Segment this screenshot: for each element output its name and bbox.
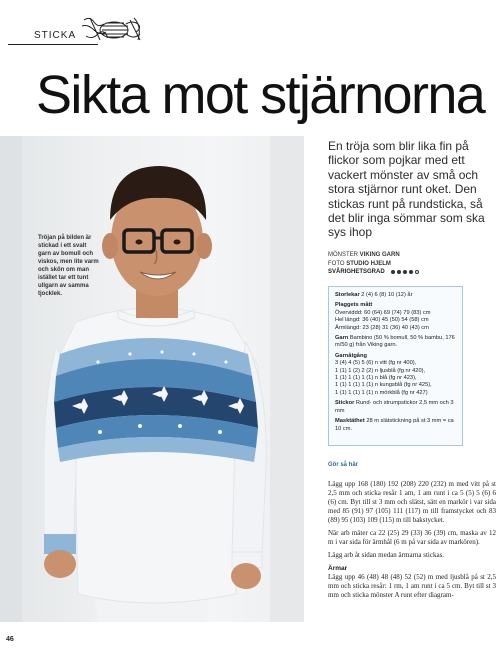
difficulty-dot-filled (397, 270, 402, 275)
pattern-credit-label: MÖNSTER (328, 252, 358, 258)
difficulty-label: SVÅRIGHETSGRAD (328, 269, 385, 275)
yarn-amount-line: 1 (1) 1 (1) 1 (1) n kungsblå (fg nr 425), (335, 382, 432, 389)
hero-photo (0, 136, 304, 622)
gauge-value: 28 m slätstickning på st 3 mm = ca 10 cm. (335, 418, 454, 432)
sizes-value: 2 (4) 6 (8) 10 (12) år (361, 292, 413, 298)
yarn-amount-line: 1 (1) 1 (2) 2 (2) n ljusblå (fg nr 420), (335, 367, 426, 374)
article-title: Sikta mot stjärnorna (36, 65, 485, 125)
yarn-amount-heading: Garnåtgång (335, 352, 367, 359)
sleeves-heading: Ärmar (328, 565, 348, 572)
pattern-credit-value: VIKING GARN (359, 252, 400, 258)
yarn-amount-line: 1 (1) 1 (1) 1 (1) n mörkblå (fg nr 427) (335, 389, 428, 396)
photo-credit-label: FOTO (328, 261, 345, 267)
yarn-skein-icon (80, 14, 144, 44)
yarn-label: Garn (335, 335, 349, 342)
sleeves-paragraph: Lägg upp 46 (48) 48 (48) 52 (52) m med ljusblå på st 2,5 mm och sticka resår: 1 rm, 1 am runt i ca 5 cm. Byt till st 3 mm och sticka mönster A runt efter diagram- (328, 573, 496, 599)
difficulty-dot-empty (415, 270, 420, 275)
credits (328, 251, 494, 269)
page-number: 46 (6, 636, 14, 643)
sizes-label: Storlekar (335, 292, 360, 298)
difficulty-dot-filled (409, 270, 414, 275)
needles-value: Rund- och strumpstickor 2,5 mm och 3 mm (335, 400, 454, 414)
instructions-heading: Gör så här (328, 462, 359, 468)
article-intro: En tröja som blir lika fin på flickor som pojkar med ett vackert mönster av små och stora stjärnor runt oket. Den stickas runt på rundsticka, så det blir inga sömmar som ska sys ihop (328, 139, 485, 240)
yarn-value: Bambino (50 % bomull, 50 % bambu, 176 m/50 g) från Viking garn. (335, 335, 455, 349)
photo-caption: Tröjan på bilden är stickad i ett svalt garn av bomull och viskos, men lite varm och skön om man istället tar ett tunt ullgarn av samma tjocklek. (38, 235, 99, 297)
instruction-paragraph: När arb mäter ca 22 (25) 29 (33) 36 (39) cm, maska av 12 m i var sida för ärmhål (6 m på var sida av markören). (328, 529, 496, 546)
difficulty-dots (391, 270, 420, 275)
pattern-spec-box (328, 286, 463, 446)
boy-in-sweater-illustration (0, 136, 304, 622)
instruction-paragraph: Lägg upp 168 (180) 192 (208) 220 (232) m med vitt på st 2,5 mm och sticka resår 1 am, 1 am runt i ca 5 (5) 5 (6) 6 (6) cm. Byt till st 3 mm och slätst, sätt en markör i var sida med 85 (91) 97 (105) 111 (117) m till framstycket och 83 (89) 95 (103) 109 (115) m till bakstycket. (328, 480, 496, 524)
measures-heading: Plaggets mått (335, 302, 373, 309)
measure-line: Ärmlängd: 23 (28) 31 (36) 40 (43) cm (335, 324, 429, 331)
section-label: STICKA (34, 30, 77, 41)
yarn-amount-line: 1 (1) 1 (1) 1 (1) n blå (fg nr 423), (335, 375, 417, 382)
instructions-body (328, 480, 496, 604)
difficulty-dot-filled (391, 270, 396, 275)
difficulty-dot-filled (403, 270, 408, 275)
yarn-amount-line: 3 (4) 4 (5) 5 (6) n vitt (fg nr 400), (335, 360, 417, 367)
measure-line: Hel längd: 36 (40) 45 (50) 54 (58) cm (335, 317, 429, 324)
difficulty-rating (328, 269, 494, 275)
needles-label: Stickor (335, 400, 355, 407)
gauge-label: Masktäthet (335, 418, 365, 425)
photo-credit-value: STUDIO HJELM (346, 261, 391, 267)
instruction-paragraph: Lägg arb åt sidan medan ärmarna stickas. (328, 551, 445, 559)
header-rule (8, 44, 98, 45)
measure-line: Överviddd: 60 (64) 69 (74) 79 (83) cm (335, 309, 431, 316)
